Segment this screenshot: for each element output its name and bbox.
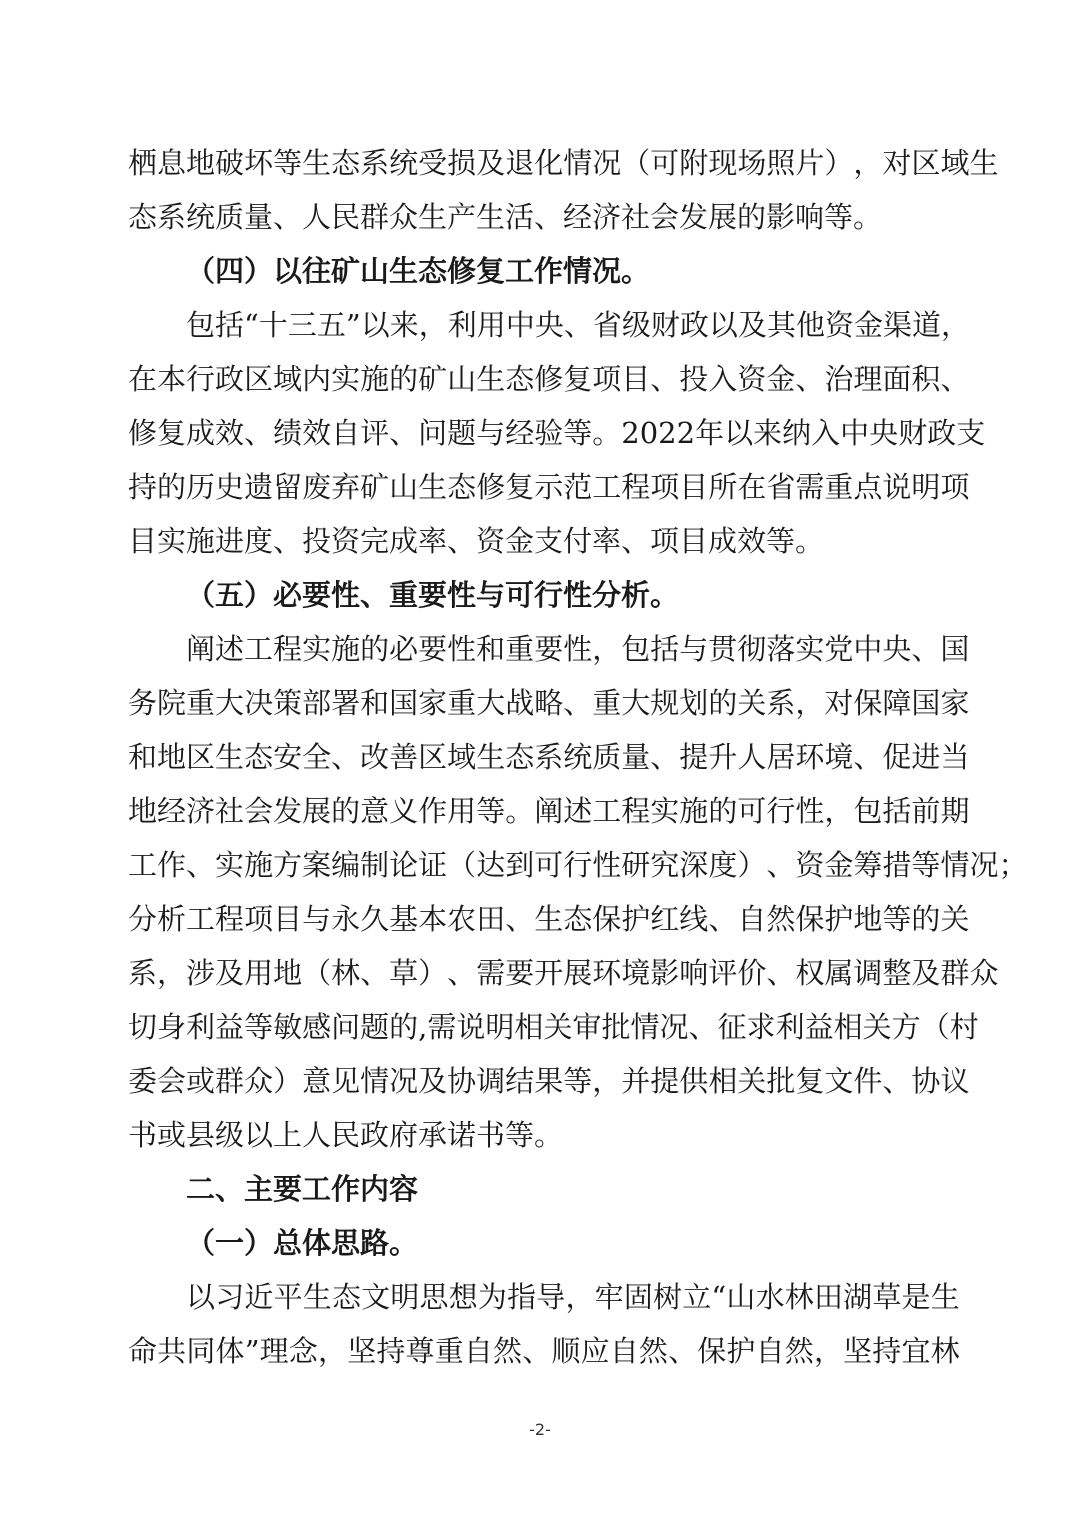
paragraph-line: 委 会 或 群 众 ） 意 见 情 况 及 协 调 结 果 等 ， 并 提 供 相 关 批 复 文 件 、 协 议 [128,1064,970,1098]
paragraph-line: 栖 息 地 破 坏 等 生 态 系 统 受 损 及 退 化 情 况 （ 可 附 现 场 照 片 ） ， 对 区 域 生 [128,146,999,180]
paragraph-line: 阐 述 工 程 实 施 的 必 要 性 和 重 要 性 ， 包 括 与 贯 彻 落 实 党 中 央 、 国 [186,632,970,666]
paragraph-line: 修 复 成 效 、 绩 效 自 评 、 问 题 与 经 验 等 。 2 0 2 2 年 以 来 纳 入 中 央 财 政 支 [128,416,986,450]
paragraph-line: 系 ， 涉 及 用 地 （ 林 、 草 ） 、 需 要 开 展 环 境 影 响 评 价 、 权 属 调 整 及 群 众 [128,956,999,990]
paragraph-line: 在 本 行 政 区 域 内 实 施 的 矿 山 生 态 修 复 项 目 、 投 入 资 金 、 治 理 面 积 、 [128,362,970,396]
section-heading: （五）必要性、重要性与可行性分析。 [186,578,680,612]
paragraph-line: 务 院 重 大 决 策 部 署 和 国 家 重 大 战 略 、 重 大 规 划 的 关 系 ， 对 保 障 国 家 [128,686,970,720]
section-heading: （一）总体思路。 [186,1226,419,1260]
section-heading: 二、主要工作内容 [186,1172,419,1206]
paragraph-line: 目实施进度、投资完成率、资金支付率、项目成效等。 [128,524,825,558]
paragraph-line: 以 习 近 平 生 态 文 明 思 想 为 指 导 ， 牢 固 树 立 “ 山 水 林 田 湖 草 是 生 [186,1280,960,1314]
paragraph-line: 和 地 区 生 态 安 全 、 改 善 区 域 生 态 系 统 质 量 、 提 升 人 居 环 境 、 促 进 当 [128,740,970,774]
paragraph-line: 分 析 工 程 项 目 与 永 久 基 本 农 田 、 生 态 保 护 红 线 、 自 然 保 护 地 等 的 关 [128,902,970,936]
paragraph-line: 持 的 历 史 遗 留 废 弃 矿 山 生 态 修 复 示 范 工 程 项 目 所 在 省 需 重 点 说 明 项 [128,470,970,504]
paragraph-line: 包 括 “ 十 三 五 ” 以 来 ， 利 用 中 央 、 省 级 财 政 以 及 其 他 资 金 渠 道 ， [186,308,971,342]
paragraph-line: 地 经 济 社 会 发 展 的 意 义 作 用 等 。 阐 述 工 程 实 施 的 可 行 性 ， 包 括 前 期 [128,794,970,828]
paragraph-line: 工 作 、 实 施 方 案 编 制 论 证 （ 达 到 可 行 性 研 究 深 度 ） 、 资 金 筹 措 等 情 况 ； [128,848,1028,882]
section-heading: （四）以往矿山生态修复工作情况。 [186,254,651,288]
paragraph-line: 命 共 同 体 ” 理 念 ， 坚 持 尊 重 自 然 、 顺 应 自 然 、 保 护 自 然 ， 坚 持 宜 林 [128,1334,960,1368]
paragraph-line: 书或县级以上人民政府承诺书等。 [128,1118,564,1152]
page-number: -2- [529,1420,551,1439]
paragraph-line: 切 身 利 益 等 敏 感 问 题 的 , 需 说 明 相 关 审 批 情 况 、 征 求 利 益 相 关 方 （ 村 [128,1010,979,1044]
paragraph-line: 态系统质量、人民群众生产生活、经济社会发展的影响等。 [128,200,883,234]
document-body [128,136,1028,1378]
